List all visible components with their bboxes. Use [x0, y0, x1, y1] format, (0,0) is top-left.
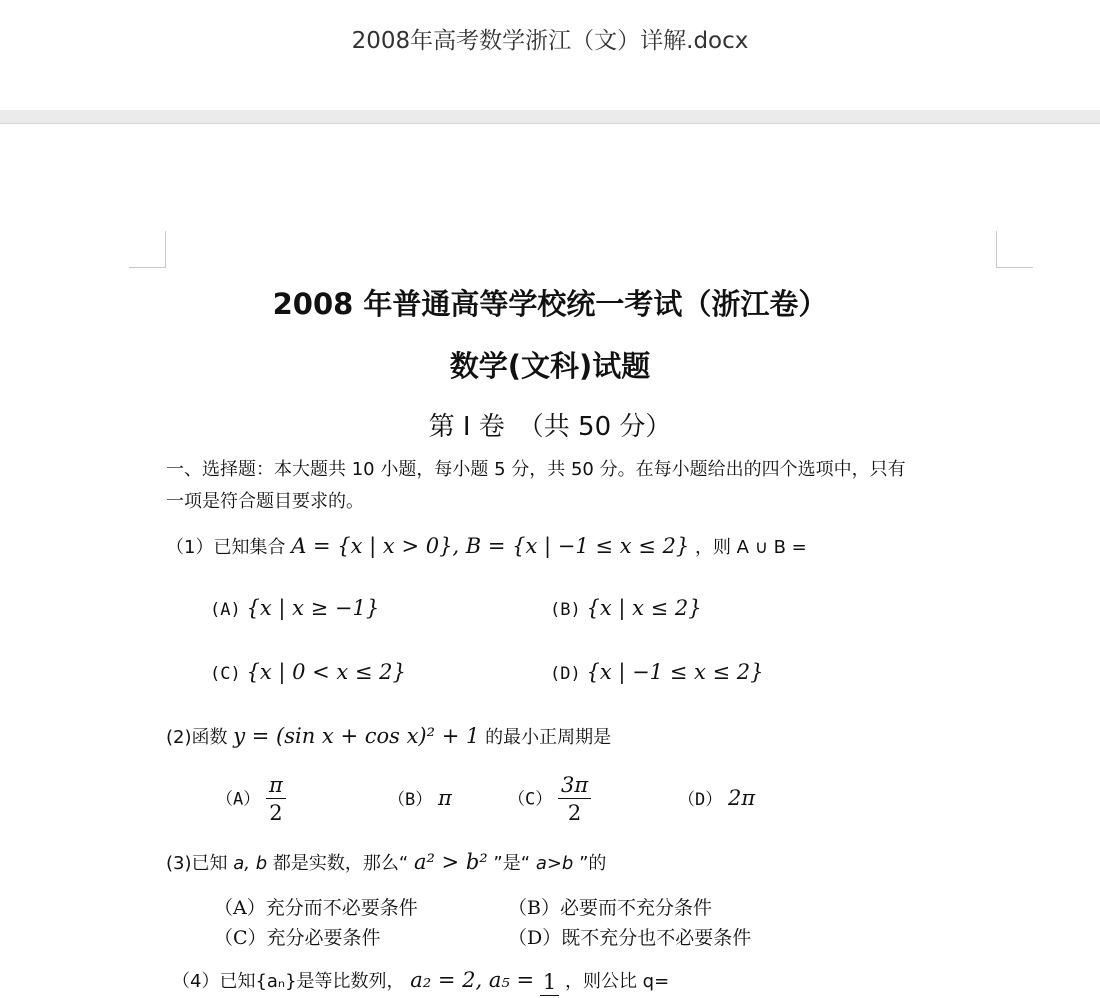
- q2-prefix: (2)函数: [166, 727, 228, 748]
- q1-sets: A = {x | x > 0}, B = {x | −1 ≤ x ≤ 2}: [291, 534, 690, 558]
- q2-option-d-text: 2π: [727, 786, 756, 810]
- q2-option-b-label: （B）: [388, 790, 433, 810]
- q3-suffix: ”的: [579, 853, 607, 874]
- q2-option-a: [216, 772, 286, 827]
- q4-formula: a₂ = 2, a₅ =: [410, 968, 535, 992]
- q2-option-c: [508, 772, 591, 827]
- q3-option-b: （B）必要而不充分条件: [508, 897, 712, 919]
- q3-mid: 都是实数，那么“: [272, 853, 409, 874]
- exam-subtitle: 数学(文科)试题: [449, 349, 651, 383]
- q4-fraction: [540, 969, 559, 996]
- q1-option-b: [550, 592, 702, 626]
- q2-option-c-fraction: [558, 772, 591, 827]
- q1-option-c: [210, 656, 406, 690]
- q1-suffix: ，则 A ∪ B =: [694, 537, 807, 558]
- question-4: [172, 964, 1022, 998]
- q3-option-c: （C）充分必要条件: [214, 927, 381, 949]
- q1-option-b-label: (B): [550, 600, 581, 620]
- q3-mid2: ”是“: [493, 853, 531, 874]
- q1-prefix: （1）已知集合: [166, 537, 286, 558]
- section-intro: [166, 454, 1016, 518]
- q2-option-a-fraction: [266, 772, 286, 827]
- document-page[interactable]: [0, 124, 1100, 994]
- toolbar-separator: [0, 110, 1100, 124]
- q3-condition: a² > b²: [413, 850, 488, 874]
- margin-corner-left-icon: [129, 231, 166, 268]
- section-intro-line1: 一、选择题：本大题共 10 小题，每小题 5 分，共 50 分。在每小题给出的四个选项中，只有: [166, 459, 906, 480]
- title-bar: [0, 0, 1100, 110]
- section-intro-line2: 一项是符合题目要求的。: [166, 491, 364, 512]
- exam-title: 2008 年普通高等学校统一考试（浙江卷）: [272, 287, 828, 321]
- q2-option-d: [678, 782, 755, 816]
- margin-corner-right-icon: [996, 231, 1033, 268]
- q3-condition2: a>b: [535, 853, 574, 874]
- q2-option-c-denominator: 2: [567, 801, 582, 825]
- document-title: 2008年高考数学浙江（文）详解.docx: [351, 28, 749, 54]
- q3-option-d: （D）既不充分也不必要条件: [508, 927, 752, 949]
- q1-option-b-text: {x | x ≤ 2}: [586, 596, 702, 620]
- q2-option-c-numerator: 3π: [558, 772, 591, 799]
- q2-option-a-numerator: π: [266, 772, 286, 799]
- part-title: 第 I 卷 （共 50 分）: [428, 412, 672, 442]
- q2-option-d-label: （D）: [678, 790, 723, 810]
- question-3: [166, 846, 1016, 880]
- q1-option-a: [210, 592, 379, 626]
- q3-prefix: (3)已知: [166, 853, 228, 874]
- q1-option-d-text: {x | −1 ≤ x ≤ 2}: [586, 660, 764, 684]
- question-2: [166, 720, 1016, 754]
- q2-option-a-denominator: 2: [269, 801, 283, 825]
- q1-option-c-label: (C): [210, 664, 241, 684]
- q1-option-a-text: {x | x ≥ −1}: [246, 596, 380, 620]
- q2-formula: y = (sin x + cos x)² + 1: [233, 724, 480, 748]
- q1-option-a-label: (A): [210, 600, 241, 620]
- q3-option-a: （A）充分而不必要条件: [214, 897, 418, 919]
- question-1: [166, 530, 1016, 564]
- q1-option-d-label: (D): [550, 664, 581, 684]
- q2-option-b-text: π: [437, 786, 452, 810]
- q4-suffix: ，则公比 q=: [564, 971, 670, 992]
- q1-option-d: [550, 656, 764, 690]
- q2-option-a-label: （A）: [216, 789, 261, 810]
- q3-vars: a, b: [233, 853, 268, 874]
- q4-prefix: （4）已知{aₙ}是等比数列，: [172, 971, 405, 992]
- q4-fraction-numerator: 1: [540, 969, 559, 996]
- q2-option-b: [388, 782, 452, 816]
- q1-option-c-text: {x | 0 < x ≤ 2}: [246, 660, 406, 684]
- q2-suffix: 的最小正周期是: [485, 727, 612, 748]
- q2-option-c-label: （C）: [508, 789, 553, 810]
